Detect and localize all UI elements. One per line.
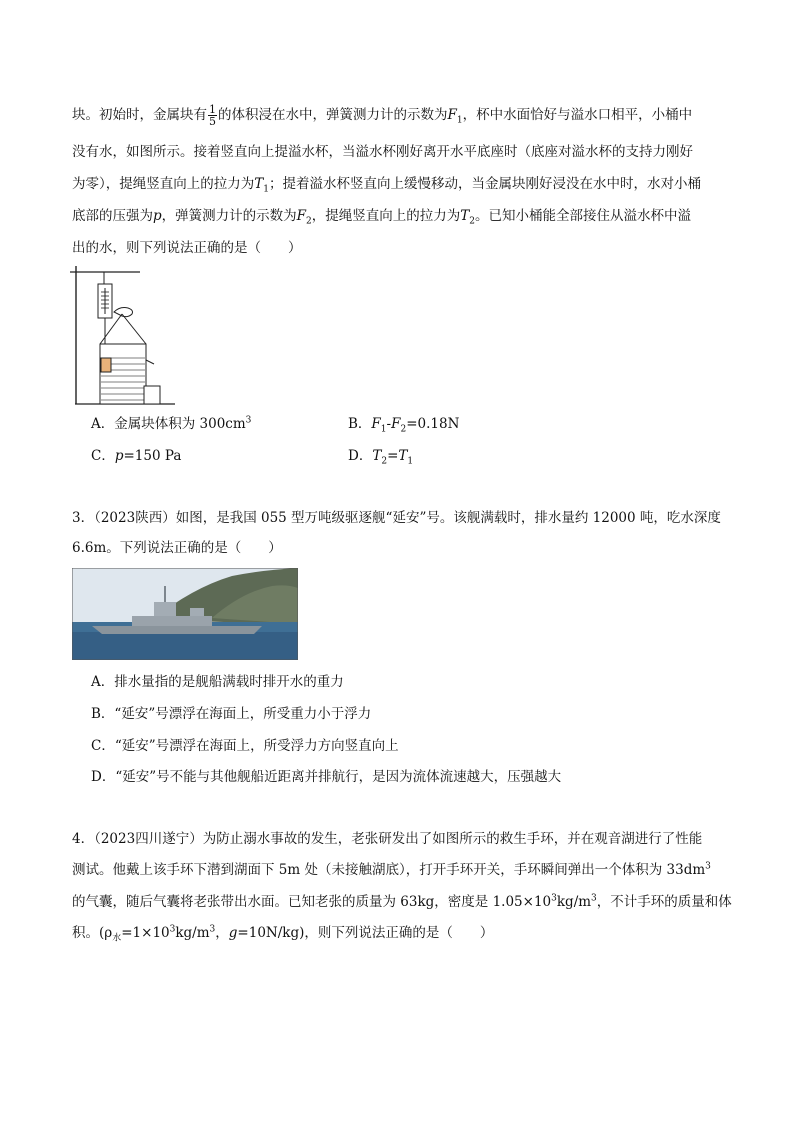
q4-line-3: 的气囊，随后气囊将老张带出水面。已知老张的质量为 63kg，密度是 $1.05\times 10^3kg/m^3$，不计手环的质量和体: [72, 893, 732, 910]
q2-option-c[interactable]: C．p=150 Pa: [91, 448, 182, 464]
q4-line-1: 4．（2023四川遂宁）为防止溺水事故的发生，老张研发出了如图所示的救生手环，并在观音湖进行了性能: [72, 831, 703, 847]
q2-option-a[interactable]: A．金属块体积为 $300cm^3$: [91, 415, 252, 432]
q2-option-b[interactable]: B．$F_1-F_2=0.18N$: [348, 416, 460, 435]
q3-option-d[interactable]: D．“延安”号不能与其他舰船近距离并排航行，是因为流体流速越大，压强越大: [91, 769, 562, 785]
q3-option-a[interactable]: A．排水量指的是舰船满载时排开水的重力: [91, 674, 344, 690]
q4-line-4: 积。($\rho_水=1\times 10^3kg/m^3$，g=10N/kg)，则下列说法正确的是（ ）: [72, 924, 494, 944]
q3-option-b[interactable]: B．“延安”号漂浮在海面上，所受重力小于浮力: [91, 706, 372, 722]
q3-line-2: 6.6m。下列说法正确的是（ ）: [72, 540, 282, 556]
q2-line-4: 底部的压强为p，弹簧测力计的示数为$F_2$，提绳竖直向上的拉力为$T_2$。已知小桶能全部接住从溢水杯中溢: [72, 208, 692, 227]
q3-line-1: 3．（2023陕西）如图，是我国 055 型万吨级驱逐舰“延安”号。该舰满载时，排水量约 12000 吨，吃水深度: [72, 510, 721, 526]
q2-figure-spring-scale: [70, 264, 180, 406]
q4-line-2: 测试。他戴上该手环下潜到湖面下 5m 处（未接触湖底），打开手环开关，手环瞬间弹出一个体积为 $33dm^3$: [72, 861, 711, 878]
q2-line-2: 没有水，如图所示。接着竖直向上提溢水杯，当溢水杯刚好离开水平底座时（底座对溢水杯的支持力刚好: [72, 144, 693, 160]
q2-line-5: 出的水，则下列说法正确的是（ ）: [72, 240, 302, 256]
q2-line-1: 块。初始时，金属块有 $\frac{1}{5}$ 的体积浸在水中，弹簧测力计的示数为$F_1$，杯中水面恰好与溢水口相平，小桶中: [72, 103, 693, 128]
q3-destroyer-photo: [72, 568, 298, 660]
q3-option-c[interactable]: C．“延安”号漂浮在海面上，所受浮力方向竖直向上: [91, 738, 399, 754]
fraction-one-fifth: $\frac{1}{5}$: [209, 103, 216, 128]
q2-option-d[interactable]: D．$T_2=T_1$: [348, 448, 414, 467]
q2-line-3: 为零），提绳竖直向上的拉力为$T_1$；提着溢水杯竖直向上缓慢移动，当金属块刚好浸没在水中时，水对小桶: [72, 176, 701, 195]
